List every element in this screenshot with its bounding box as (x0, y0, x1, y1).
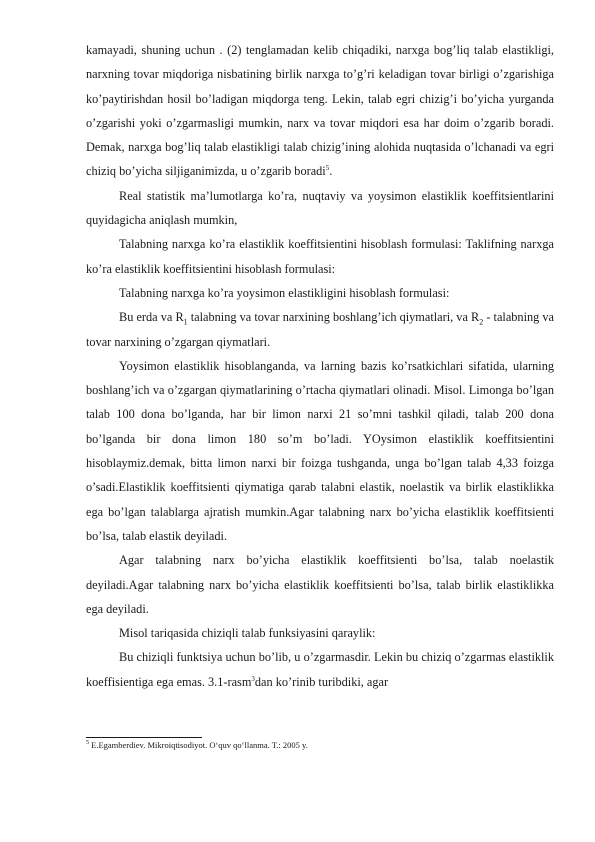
footnote-divider (86, 737, 202, 738)
paragraph-9 (86, 645, 554, 694)
paragraph-9-text: Bu chiziqli funktsiya uchun bo’lib, u o’zgarmasdir. Lekin bu chiziq o’zgarmas elastiklik koeffisientiga ega emas. 3.1-rasm (86, 650, 554, 689)
footnote-reference: 5 (325, 164, 330, 173)
body-text (86, 38, 554, 694)
paragraph-1-text: kamayadi, shuning uchun . (2) tenglamadan kelib chiqadiki, narxga bog’liq talab elastikligi, narxning tovar miqdoriga nisbatining birlik narxga to’g’ri keladigan tovar birligi o’zgarishiga ko’paytirishdan hosil bo’ladigan miqdorga teng. Lekin, talab egri chizig’i bo’yicha yurganda o’zgarishi yoki o’zgarmasligi mumkin, narx va tovar miqdori esa har doim o’zgarib boradi. Demak, narxga bog’liq talab elastikligi talab chizig’ining alohida nuqtasida o’lchanadi va egri chiziq bo’yicha siljiganimizda, u o’zgarib boradi (86, 43, 554, 179)
paragraph-6: Yoysimon elastiklik hisoblanganda, va larning bazis ko’rsatkichlari sifatida, ularning boshlang’ich va o’zgargan qiymatlarining o’rtacha qiymatlari olinadi. Misol. Limonga bo’lgan talab 100 dona bo’lganda, har bir limon narxi 21 so’mni tashkil qiladi, talab 200 dona bo’lganda bir dona limon 180 so’m bo’ladi. YOysimon elastiklik koeffitsientini hisoblaymiz.demak, bitta limon narxi bir foizga tushganda, unga bo’lgan talab 4,33 foizga o’sadi.Elastiklik koeffitsienti qiymatiga qarab talabni elastik, noelastik va birlik elastiklikka ega bo’lgan talablarga ajratish mumkin.Agar talabning narx bo’yicha elastiklik koeffitsienti bo’lsa, talab elastik deyiladi. (86, 358, 554, 543)
paragraph-1: kamayadi, shuning uchun . (2) tenglamadan kelib chiqadiki, narxga bog’liq talab elastikligi, narxning tovar miqdoriga nisbatining birlik narxga to’g’ri keladigan tovar birligi o’zgarishiga ko’paytirishdan hosil bo’ladigan miqdorga teng. Lekin, talab egri chizig’i bo’yicha yurganda o’zgarishi yoki o’zgarmasligi mumkin, narx va tovar miqdori esa har doim o’zgarib boradi. Demak, narxga bog’liq talab elastikligi talab chizig’ining alohida nuqtasida o’lchanadi va egri chiziq bo’yicha siljiganimizda, u o’zgarib boradi$^5$. (86, 43, 554, 179)
paragraph-2: Real statistik ma’lumotlarga ko’ra, nuqtaviy va yoysimon elastiklik koeffitsientlarini quyidagicha aniqlash mumkin, (86, 188, 554, 228)
subscript-2: 2 (479, 317, 484, 327)
paragraph-3: Talabning narxga ko’ra elastiklik koeffitsientini hisoblash formulasi: Taklifning narxga ko’ra elastiklik koeffitsientini hisoblash formulasi: (86, 237, 554, 276)
paragraph-4: Talabning narxga ko’ra yoysimon elastikligini hisoblash formulasi: (119, 285, 450, 300)
footnote-text: E.Egamberdiev. Mikroiqtisodiyot. O‘quv qo‘llanma. T.: 2005 y. (89, 740, 308, 750)
footnote (86, 740, 554, 751)
paragraph-5-text-b: talabning va tovar narxining boshlang’ich qiymatlari, va R (187, 310, 480, 325)
paragraph-5-text-a: Bu erda va R (119, 310, 184, 325)
paragraph-5 (86, 305, 554, 354)
footnote-mark: 5 (86, 740, 89, 747)
paragraph-7: Agar talabning narx bo’yicha elastiklik koeffitsienti bo’lsa, talab noelastik deyiladi.Agar talabning narx bo’yicha elastiklik koeffitsienti bo’lsa, talab birlik elastiklikka ega deyiladi. (86, 553, 554, 616)
paragraph-8: Misol tariqasida chiziqli talab funksiyasini qaraylik: (119, 626, 376, 641)
paragraph-5-text-c: - talabning va tovar narxining o’zgargan qiymatlari. (86, 310, 555, 349)
subscript-1: 1 (183, 317, 188, 327)
paragraph-9-tail: dan ko’rinib turibdiki, agar (254, 674, 389, 689)
figure-ref-superscript: 3 (251, 674, 255, 683)
